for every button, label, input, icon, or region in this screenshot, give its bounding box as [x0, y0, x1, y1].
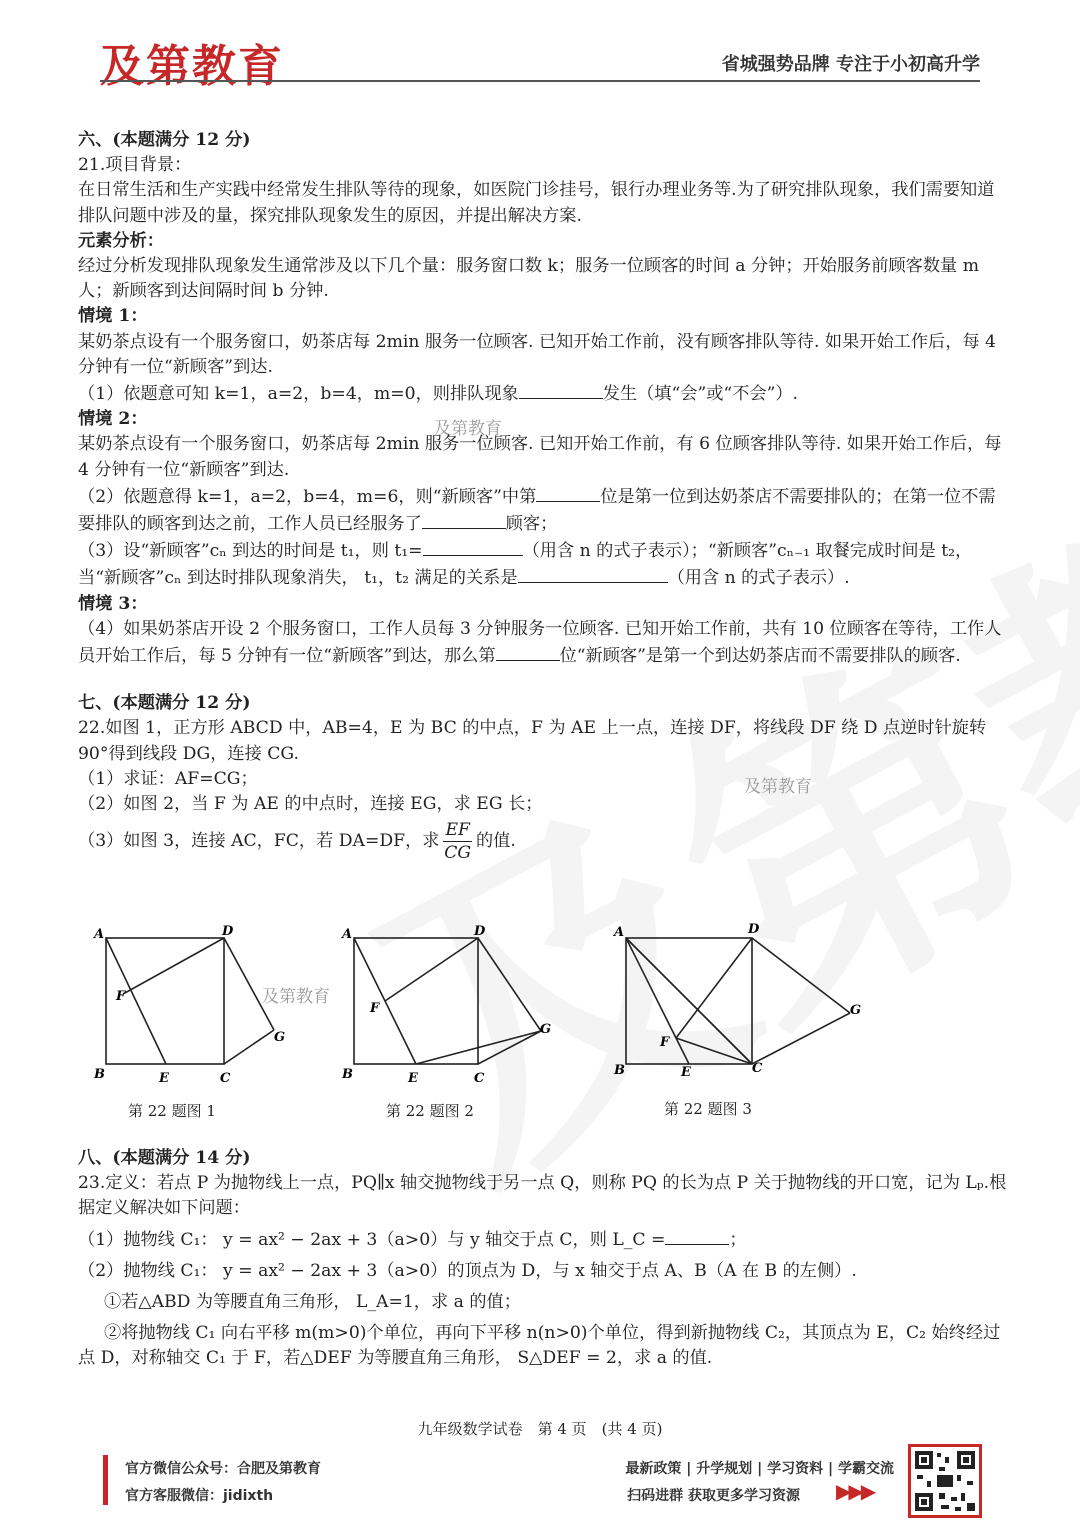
label-A: A: [342, 927, 353, 942]
section-title: 八、(本题满分 14 分): [78, 1148, 251, 1168]
sub-question-text: （1）依题意可知 k=1，a=2，b=4，m=0，则排队现象: [78, 384, 519, 405]
watermark-small: 及第教育: [262, 987, 330, 1007]
footer-accent-bar: [103, 1455, 108, 1505]
sub-question: [78, 1226, 1008, 1253]
label-B: B: [94, 1067, 105, 1082]
label-F: F: [116, 989, 126, 1004]
sub-question: [78, 483, 1008, 537]
paragraph: 经过分析发现排队现象发生通常涉及以下几个量：服务窗口数 k；服务一位顾客的时间 a 分钟；开始服务前顾客数量 m 人；新顾客到达间隔时间 b 分钟.: [78, 256, 980, 302]
subheading: 元素分析：: [78, 230, 164, 251]
sub-question: [78, 537, 1008, 591]
answer-blank[interactable]: [665, 1226, 729, 1245]
label-E: E: [681, 1065, 691, 1080]
qr-code-icon[interactable]: [908, 1444, 982, 1518]
label-F: F: [370, 1001, 380, 1016]
section-title: 七、(本题满分 12 分): [78, 693, 251, 714]
figure-caption: 第 22 题图 3: [664, 1100, 752, 1118]
sub-question-text: （用含 n 的式子表示）；“新顾客”cₙ₋₁ 取餐完成时间是 t₂，当“新顾客”cₙ 到达时排队现象消失， t₁，t₂ 满足的关系是: [78, 541, 973, 589]
question-text: 23.定义：若点 P 为抛物线上一点，PQ∥x 轴交抛物线于另一点 Q，则称 PQ 的长为点 P 关于抛物线的开口宽，记为 Lₚ.根据定义解决如下问题：: [78, 1173, 1007, 1219]
label-D: D: [748, 922, 760, 937]
arrow-icon: ▶▶▶: [836, 1479, 874, 1503]
paragraph: 某奶茶点设有一个服务窗口，奶茶店每 2min 服务一位顾客. 已知开始工作前，有 6 位顾客排队等待. 如果开始工作后，每 4 分钟有一位“新顾客”到达.: [78, 434, 1002, 480]
label-A: A: [94, 927, 105, 942]
subheading: 情境 1：: [78, 306, 148, 327]
logo: 及第教育: [100, 41, 284, 92]
label-E: E: [408, 1071, 418, 1086]
paragraph: 某奶茶点设有一个服务窗口，奶茶店每 2min 服务一位顾客. 已知开始工作前，没有顾客排队等待. 如果开始工作后，每 4 分钟有一位“新顾客”到达.: [78, 331, 996, 377]
page-number: 九年级数学试卷 第 4 页 (共 4 页): [417, 1420, 663, 1438]
subheading: 情境 3：: [78, 593, 148, 614]
sub-question-text: ；: [729, 1229, 747, 1250]
label-C: C: [752, 1061, 763, 1076]
label-A: A: [614, 925, 625, 940]
sub-question-text: 顾客；: [505, 514, 558, 535]
footer-links: 最新政策 | 升学规划 | 学习资料 | 学霸交流: [625, 1461, 894, 1477]
label-E: E: [159, 1071, 169, 1086]
header-divider: [100, 80, 980, 82]
sub-question-text: 位是第一位到达奶茶店不需要排队的；在第一位不需要排队的顾客到达之前，工作人员已经服务了: [78, 486, 996, 535]
answer-blank[interactable]: [519, 380, 603, 399]
label-G: G: [540, 1022, 552, 1037]
footer-scan: 扫码进群 获取更多学习资源: [627, 1488, 800, 1504]
sub-question-text: （3）如图 3，连接 AC，FC，若 DA=DF，求: [78, 831, 440, 852]
sub-question-text: （2）抛物线 C₁： y = ax² − 2ax + 3（a>0）的顶点为 D，与 x 轴交于点 A、B（A 在 B 的左侧）.: [78, 1260, 857, 1281]
sub-question-text: （2）依题意得 k=1，a=2，b=4，m=6，则“新顾客”中第: [78, 486, 537, 507]
header-tagline: 省城强势品牌 专注于小初高升学: [721, 54, 980, 75]
figure-caption: 第 22 题图 2: [386, 1102, 474, 1120]
fraction-denominator: CG: [444, 843, 472, 864]
sub-question: [78, 380, 1008, 407]
figure-2: [334, 920, 564, 1094]
label-G: G: [850, 1003, 862, 1018]
answer-blank[interactable]: [422, 510, 506, 529]
label-B: B: [614, 1063, 625, 1078]
label-C: C: [220, 1071, 231, 1086]
sub-question-text: ①若△ABD 为等腰直角三角形， L_A=1，求 a 的值；: [104, 1292, 521, 1313]
figure-caption: 第 22 题图 1: [128, 1102, 216, 1120]
sub-question: [78, 617, 1008, 669]
fraction-numerator: EF: [445, 820, 470, 841]
sub-question-text: （1）求证：AF=CG；: [78, 768, 258, 789]
paragraph: 在日常生活和生产实践中经常发生排队等待的现象，如医院门诊挂号，银行办理业务等.为了研究排队现象，我们需要知道排队问题中涉及的量，探究排队现象发生的原因，并提出解决方案.: [78, 180, 995, 226]
sub-question-text: （3）设“新顾客”cₙ 到达的时间是 t₁，则 t₁=: [78, 541, 423, 562]
label-F: F: [660, 1035, 670, 1050]
label-D: D: [474, 924, 486, 939]
question-number: 21.项目背景：: [78, 155, 192, 176]
answer-blank[interactable]: [518, 564, 668, 583]
answer-blank[interactable]: [496, 642, 560, 661]
sub-question: [78, 819, 1008, 864]
sub-question-text: （1）抛物线 C₁： y = ax² − 2ax + 3（a>0）与 y 轴交于点 C，则 L_C =: [78, 1229, 666, 1250]
sub-question-text: ②将抛物线 C₁ 向右平移 m(m>0)个单位，再向下平移 n(n>0)个单位，得到新抛物线 C₂，其顶点为 E，C₂ 始终经过点 D，对称轴交 C₁ 于 F，若△DEF 为等腰直角三角形， S△DEF = 2，求 a 的值.: [78, 1323, 1001, 1369]
sub-question-text: 的值.: [475, 831, 516, 852]
sub-question-text: （4）如果奶茶店开设 2 个服务窗口，工作人员每 3 分钟服务一位顾客. 已知开始工作前，共有 10 位顾客在等待，工作人员开始工作后，每 5 分钟有一位“新顾客”到达，那么第: [78, 618, 1002, 667]
answer-blank[interactable]: [536, 483, 600, 502]
section-title: 六、(本题满分 12 分): [78, 130, 251, 150]
figure-3: [604, 918, 874, 1092]
label-C: C: [474, 1071, 485, 1086]
question-text: 22.如图 1，正方形 ABCD 中，AB=4，E 为 BC 的中点，F 为 AE 上一点，连接 DF，将线段 DF 绕 D 点逆时针旋转 90°得到线段 DG，连接 CG.: [78, 718, 987, 764]
fraction: [443, 819, 471, 864]
footer-wechat: 官方微信公众号：合肥及第教育: [125, 1461, 321, 1477]
sub-question-text: 发生（填“会”或“不会”）.: [602, 384, 799, 405]
watermark-small: 及第教育: [744, 777, 812, 797]
label-B: B: [342, 1067, 353, 1082]
subheading: 情境 2：: [78, 409, 148, 430]
sub-question-text: （用含 n 的式子表示）.: [667, 568, 850, 589]
answer-blank[interactable]: [423, 537, 523, 556]
exam-content-2: [78, 1146, 1008, 1372]
footer-service: 官方客服微信：jidixth: [125, 1488, 274, 1504]
label-G: G: [274, 1030, 286, 1045]
exam-content: [78, 128, 1008, 864]
sub-question-text: 位“新顾客”是第一个到达奶茶店而不需要排队的顾客.: [559, 646, 961, 667]
label-D: D: [222, 924, 234, 939]
watermark-small: 及第教育: [434, 419, 502, 439]
sub-question-text: （2）如图 2，当 F 为 AE 的中点时，连接 EG，求 EG 长；: [78, 794, 543, 815]
figure-1: [86, 920, 306, 1094]
